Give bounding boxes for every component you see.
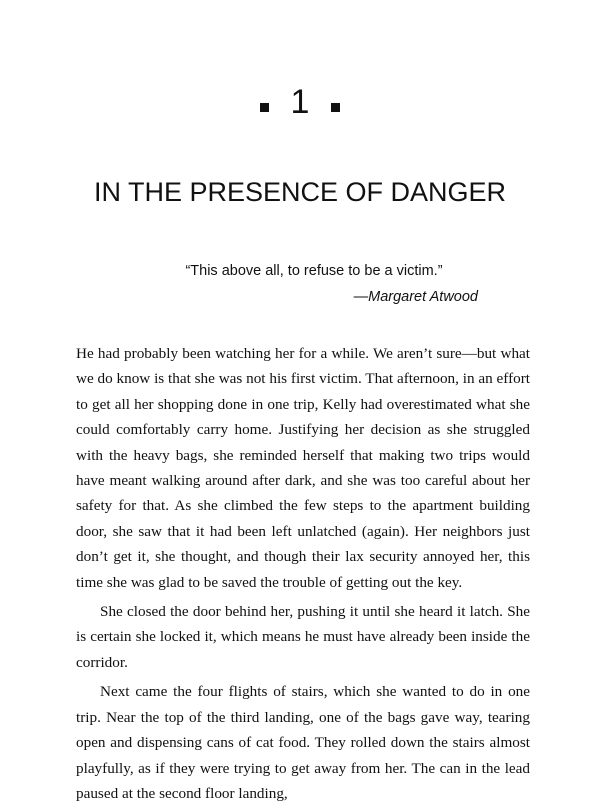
paragraph-2: She closed the door behind her, pushing it until she heard it latch. She is certain she locked it, which means he must have already been inside the corridor. — [76, 603, 530, 671]
chapter-body — [76, 341, 530, 810]
bullet-left-icon — [260, 103, 269, 112]
epigraph-attribution: —Margaret Atwood — [353, 289, 478, 305]
chapter-number-text: 1 — [290, 83, 310, 121]
bullet-right-icon — [331, 103, 340, 112]
epigraph — [0, 258, 600, 310]
epigraph-quote: “This above all, to refuse to be a victim.” — [185, 263, 443, 279]
paragraph-1: He had probably been watching her for a while. We aren’t sure—but what we do know is that she was not his first victim. That afternoon, in an effort to get all her shopping done in one trip, Kelly had overestimated what she could comfortably carry home. Justifying her decision as she struggled with the heavy bags, she reminded herself that making two trips would have meant walking around after dark, and she was too careful about her safety for that. As she climbed the few steps to the apartment building door, she saw that it had been left unlatched (again). Her neighbors just don’t get it, she thought, and though their lax security annoyed her, this time she was glad to be saved the trouble of getting out the key. — [76, 345, 530, 591]
chapter-number — [0, 82, 600, 122]
chapter-title: IN THE PRESENCE OF DANGER — [93, 177, 507, 207]
paragraph-3: Next came the four flights of stairs, which she wanted to do in one trip. Near the top of the third landing, one of the bags gave way, tearing open and dispensing cans of cat food. They rolled down the stairs almost playfully, as if they were trying to get away from her. The can in the lead paused at the second floor landing, — [76, 683, 530, 802]
